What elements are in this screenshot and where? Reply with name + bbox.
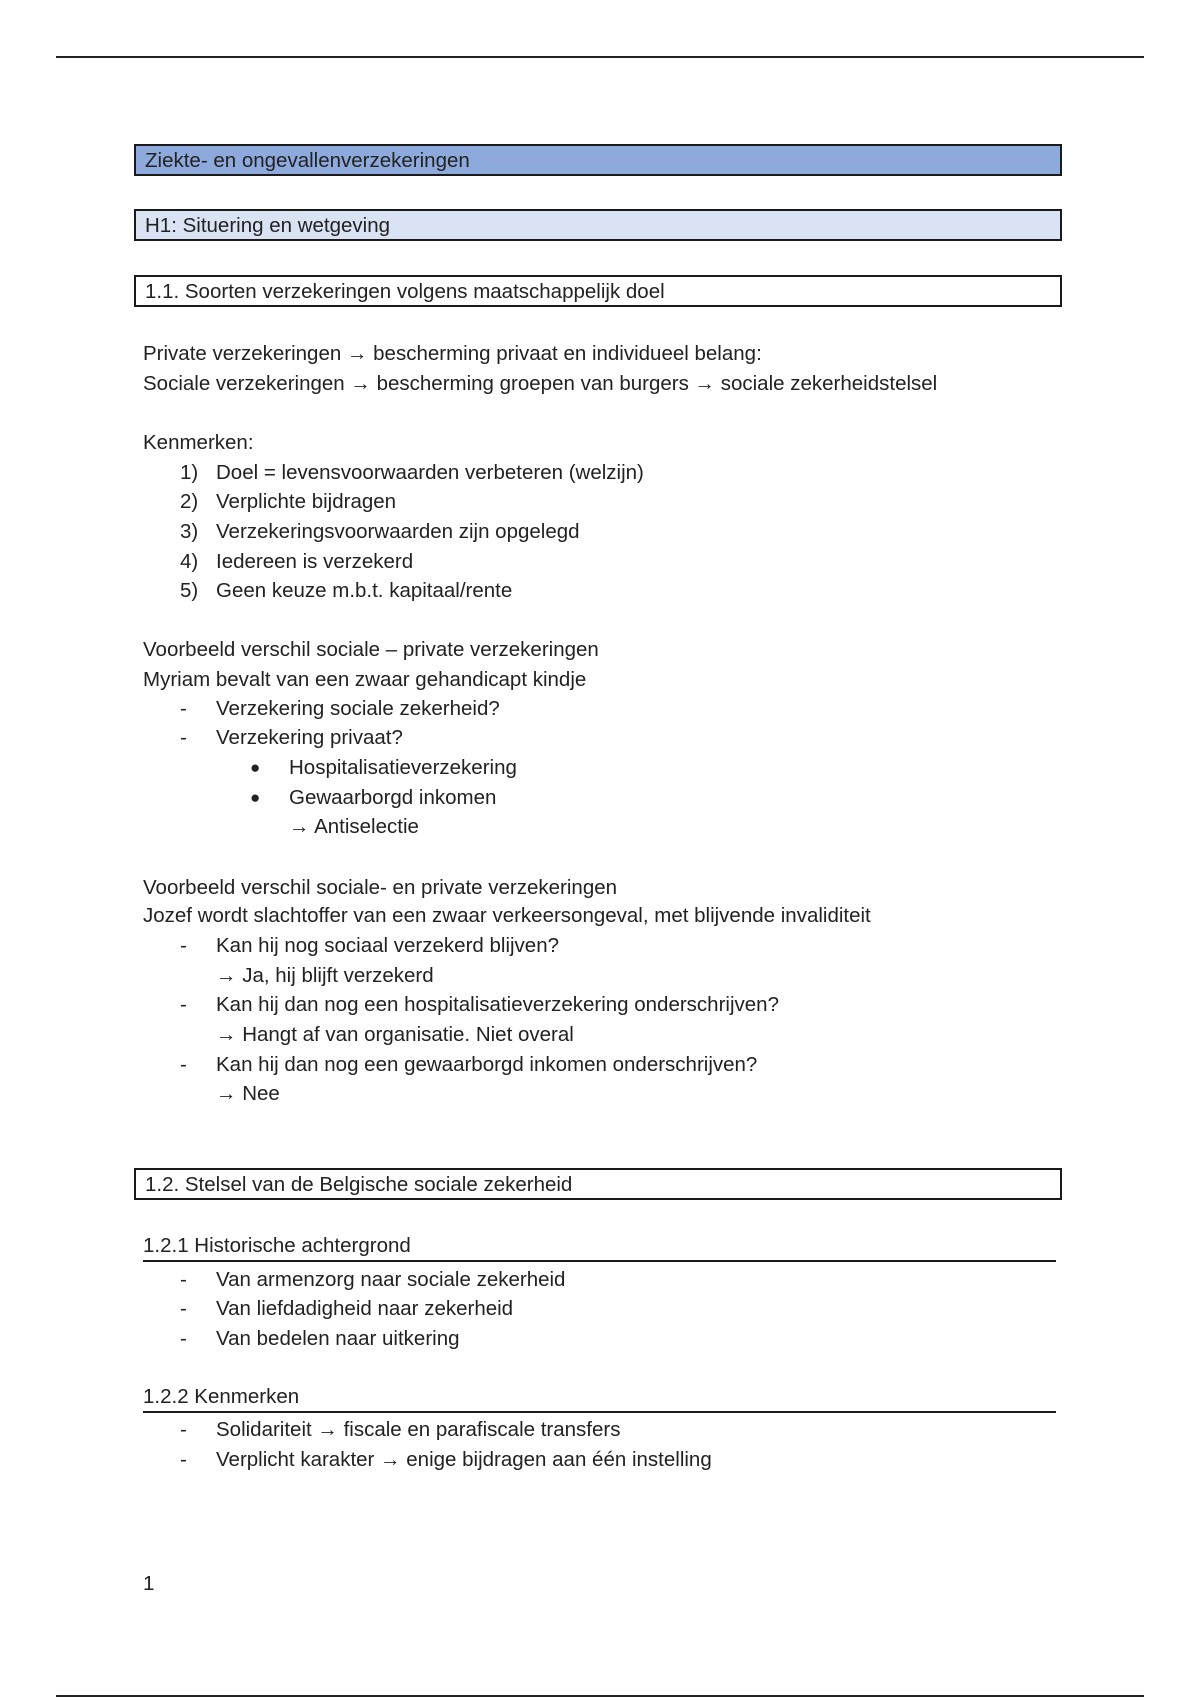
bullet-glyph: ● [250,758,261,777]
list-item: Iedereen is verzekerd [216,550,414,573]
intro-line-private: Private verzekeringen → bescherming privaat en individueel belang: [143,342,762,365]
list-dash: - [180,1297,187,1320]
section-heading-1-1: 1.1. Soorten verzekeringen volgens maatschappelijk doel [134,275,1062,307]
list-item: Geen keuze m.b.t. kapitaal/rente [216,579,513,602]
list-item: Verplichte bijdragen [216,490,397,513]
bullet-glyph: ● [250,788,261,807]
list-dash: - [180,1327,187,1350]
example2-answer-2: → Hangt af van organisatie. Niet overal [216,1023,574,1046]
section-heading-1-2: 1.2. Stelsel van de Belgische sociale zekerheid [134,1168,1062,1200]
header-rule [56,56,1144,58]
list-item: Van liefdadigheid naar zekerheid [216,1297,514,1320]
subsection-heading-1-2-2: 1.2.2 Kenmerken [143,1384,1056,1413]
list-dash: - [180,934,187,957]
kenmerken-label: Kenmerken: [143,431,254,454]
list-number: 2) [180,490,199,513]
example2-question-3: Kan hij dan nog een gewaarborgd inkomen onderschrijven? [216,1053,758,1076]
list-number: 5) [180,579,199,602]
list-dash: - [180,1053,187,1076]
list-item: Doel = levensvoorwaarden verbeteren (welzijn) [216,461,644,484]
example1-title: Voorbeeld verschil sociale – private verzekeringen [143,638,599,661]
list-number: 3) [180,520,199,543]
example2-question-2: Kan hij dan nog een hospitalisatieverzekering onderschrijven? [216,993,779,1016]
example2-case: Jozef wordt slachtoffer van een zwaar verkeersongeval, met blijvende invaliditeit [143,904,871,927]
footer-rule [56,1695,1144,1697]
list-item: Van armenzorg naar sociale zekerheid [216,1268,566,1291]
example1-question-private: Verzekering privaat? [216,726,403,749]
example2-answer-1: → Ja, hij blijft verzekerd [216,964,434,987]
subsection-heading-1-2-1: 1.2.1 Historische achtergrond [143,1233,1056,1262]
list-item: Van bedelen naar uitkering [216,1327,460,1350]
example1-question-social: Verzekering sociale zekerheid? [216,697,500,720]
list-item: Solidariteit → fiscale en parafiscale transfers [216,1418,621,1441]
list-dash: - [180,726,187,749]
example2-title: Voorbeeld verschil sociale- en private verzekeringen [143,876,618,899]
list-dash: - [180,1268,187,1291]
page-number: 1 [143,1572,155,1595]
example1-case: Myriam bevalt van een zwaar gehandicapt kindje [143,668,587,691]
list-item: Verzekeringsvoorwaarden zijn opgelegd [216,520,580,543]
example1-bullet-inkomen: Gewaarborgd inkomen [289,786,497,809]
example1-bullet-hospitalisatie: Hospitalisatieverzekering [289,756,517,779]
list-dash: - [180,1418,187,1441]
intro-line-social: Sociale verzekeringen → bescherming groepen van burgers → sociale zekerheidstelsel [143,372,938,395]
list-dash: - [180,697,187,720]
chapter-heading: H1: Situering en wetgeving [134,209,1062,241]
list-item: Verplicht karakter → enige bijdragen aan één instelling [216,1448,712,1471]
list-dash: - [180,993,187,1016]
list-number: 1) [180,461,199,484]
example2-question-1: Kan hij nog sociaal verzekerd blijven? [216,934,560,957]
document-title: Ziekte- en ongevallenverzekeringen [134,144,1062,176]
list-dash: - [180,1448,187,1471]
example2-answer-3: → Nee [216,1082,280,1105]
example1-note-antiselectie: → Antiselectie [289,815,419,838]
list-number: 4) [180,550,199,573]
